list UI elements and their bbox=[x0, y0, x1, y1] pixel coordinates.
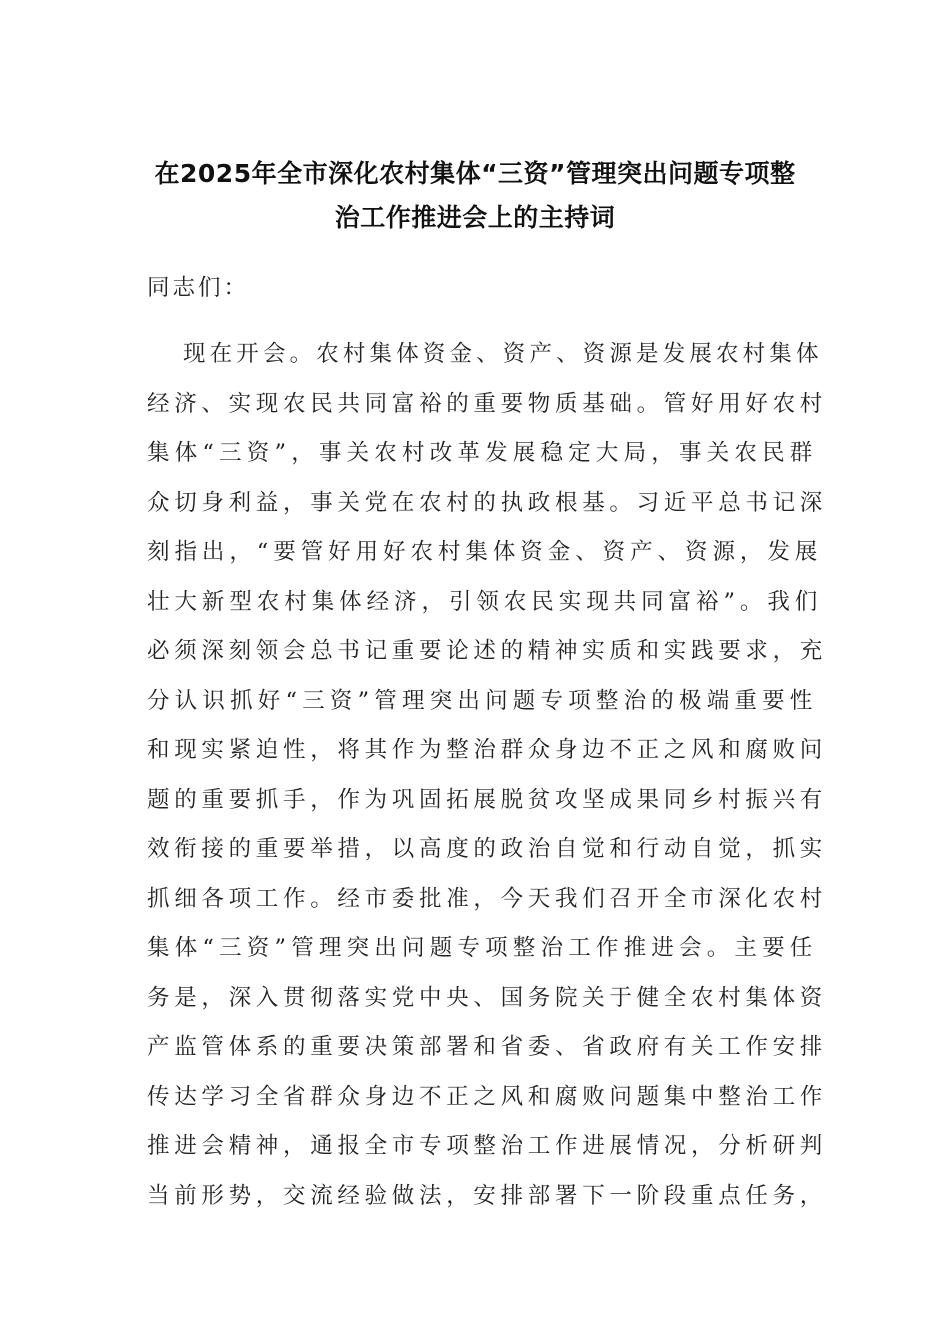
body-line: 壮大新型农村集体经济，引领农民实现共同富裕”。我们 bbox=[147, 588, 823, 615]
salutation: 同志们： bbox=[147, 275, 250, 301]
body-line: 分认识抓好“三资”管理突出问题专项整治的极端重要性 bbox=[147, 687, 818, 714]
body-line: 传达学习全省群众身边不正之风和腐败问题集中整治工作 bbox=[147, 1083, 828, 1110]
body-line: 抓细各项工作。经市委批准，今天我们召开全市深化农村 bbox=[147, 885, 828, 912]
body-line: 和现实紧迫性，将其作为整治群众身边不正之风和腐败问 bbox=[147, 737, 828, 763]
body-line: 推进会精神，通报全市专项整治工作进展情况，分析研判 bbox=[147, 1133, 828, 1159]
body-line: 题的重要抓手，作为巩固拓展脱贫攻坚成果同乡村振兴有 bbox=[147, 786, 828, 813]
body-line: 产监管体系的重要决策部署和省委、省政府有关工作安排 bbox=[147, 1034, 828, 1060]
body-line: 现在开会。农村集体资金、资产、资源是发展农村集体 bbox=[183, 341, 823, 367]
title-line-1: 在2025年全市深化农村集体“三资”管理突出问题专项整 bbox=[154, 159, 796, 188]
body-line: 务是，深入贯彻落实党中央、国务院关于健全农村集体资 bbox=[147, 984, 828, 1011]
document-title bbox=[120, 152, 830, 240]
body-line: 集体“三资”管理突出问题专项整治工作推进会。主要任 bbox=[147, 935, 818, 961]
body-line: 当前形势，交流经验做法，安排部署下一阶段重点任务， bbox=[147, 1182, 828, 1209]
body-line: 效衔接的重要举措，以高度的政治自觉和行动自觉，抓实 bbox=[147, 836, 828, 862]
body-line: 众切身利益，事关党在农村的执政根基。习近平总书记深 bbox=[147, 489, 828, 516]
title-line-2: 治工作推进会上的主持词 bbox=[334, 203, 616, 232]
body-paragraph bbox=[147, 330, 827, 1221]
body-line: 集体“三资”，事关农村改革发展稳定大局，事关农民群 bbox=[147, 440, 818, 466]
body-line: 刻指出，“要管好用好农村集体资金、资产、资源，发展 bbox=[147, 539, 823, 565]
body-line: 经济、实现农民共同富裕的重要物质基础。管好用好农村 bbox=[147, 390, 828, 417]
body-line: 必须深刻领会总书记重要论述的精神实质和实践要求，充 bbox=[147, 638, 828, 664]
